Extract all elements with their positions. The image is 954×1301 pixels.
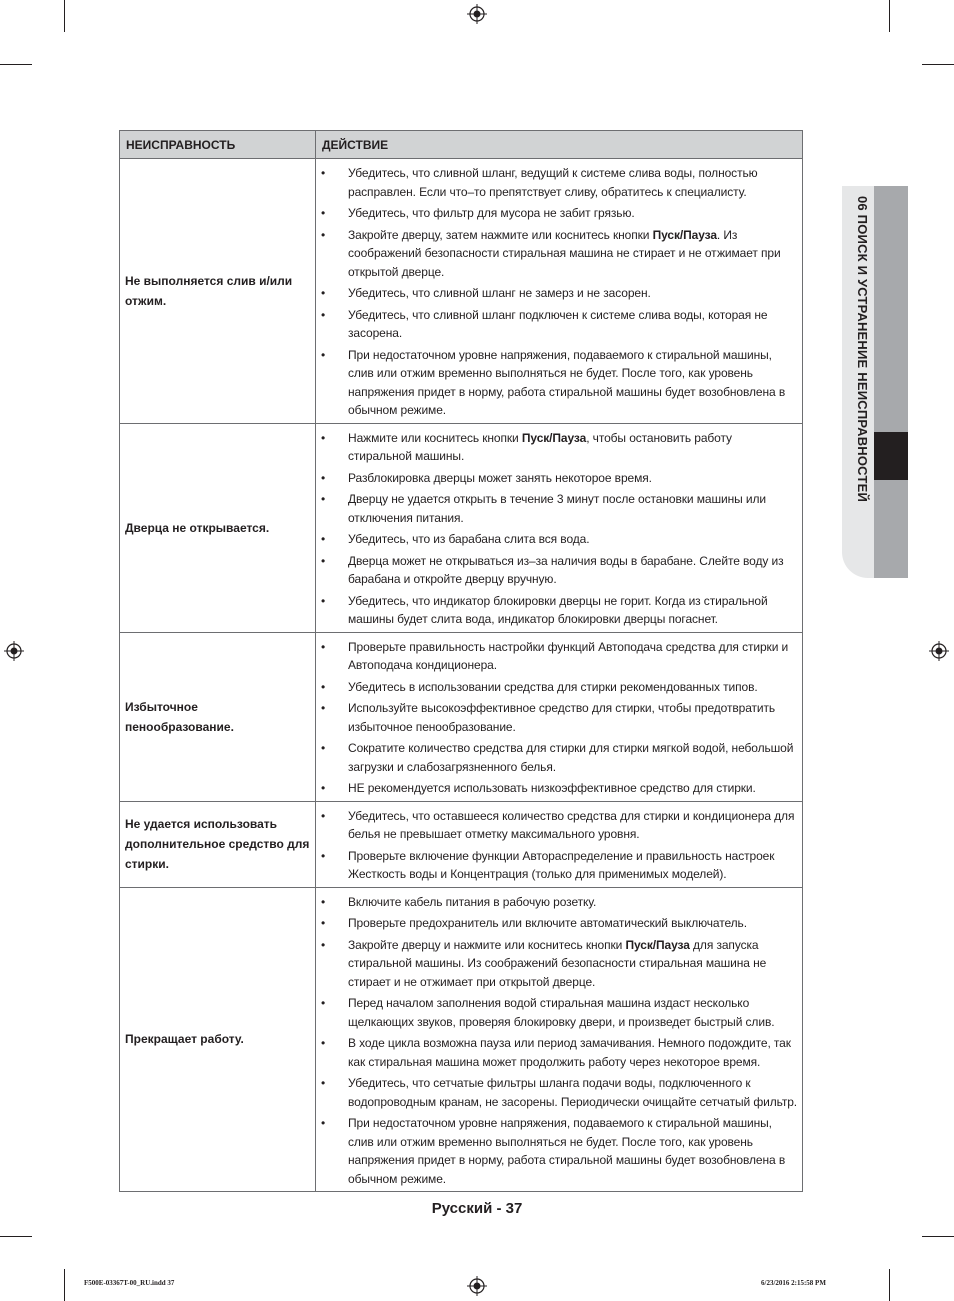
header-action: ДЕЙСТВИЕ xyxy=(316,131,803,159)
registration-mark-icon xyxy=(4,641,24,661)
chapter-tab-label: 06 ПОИСК И УСТРАНЕНИЕ НЕИСПРАВНОСТЕЙ xyxy=(855,196,870,503)
action-item xyxy=(316,592,798,629)
problem-cell: Прекращает работу. xyxy=(120,887,316,1192)
chapter-tab-strip xyxy=(874,186,908,578)
action-list xyxy=(316,164,798,420)
bullet-icon: • xyxy=(321,206,326,220)
bullet-icon: • xyxy=(321,307,326,322)
table-row xyxy=(120,423,803,632)
page-number: Русский - 37 xyxy=(431,1200,523,1217)
bullet-icon: • xyxy=(321,286,326,300)
action-text: Закройте дверцу, затем нажмите или коснитесь кнопки xyxy=(348,227,653,242)
action-item xyxy=(316,204,798,223)
action-item xyxy=(316,739,798,776)
action-item xyxy=(316,678,798,697)
crop-mark xyxy=(922,1236,954,1237)
action-text: НЕ рекомендуется использовать низкоэффективное средство для стирки. xyxy=(348,781,756,795)
action-text: . Из соображений безопасности стиральная машина не стирает и не отжимает при открытой дверце. xyxy=(348,227,781,279)
action-text: Убедитесь, что фильтр для мусора не забит грязью. xyxy=(348,206,635,220)
actions-cell xyxy=(316,423,803,632)
problem-cell: Дверца не открывается. xyxy=(120,423,316,632)
table-row xyxy=(120,632,803,801)
bullet-icon: • xyxy=(321,593,326,608)
table-row xyxy=(120,159,803,424)
bullet-icon: • xyxy=(321,492,326,506)
bullet-icon: • xyxy=(321,679,326,694)
action-text: Дверца может не открываться из–за наличия воды в барабане. Слейте воду из барабана и откройте дверцу вручную. xyxy=(348,553,784,586)
action-item xyxy=(316,1114,798,1188)
action-text: Перед началом заполнения водой стиральная машина издаст несколько щелкающих звуков, проверяя блокировку двери, и произведет быстрый слив. xyxy=(348,996,775,1029)
bullet-icon: • xyxy=(321,894,326,909)
action-text: Используйте высокоэффективное средство для стирки, чтобы предотвратить избыточное пенообразование. xyxy=(348,701,776,734)
action-text: Проверьте правильность настройки функций Автоподача средства для стирки и Автоподача кондиционера. xyxy=(348,639,789,672)
action-item xyxy=(316,994,798,1031)
button-name-text: Пуск/Пауза xyxy=(625,937,690,952)
button-name-text: Пуск/Пауза xyxy=(521,430,587,445)
problem-cell: Не удается использовать дополнительное средство для стирки. xyxy=(120,801,316,887)
action-text: Проверьте включение функции Автораспределение и правильность настроек Жесткость воды и Концентрация (только для применимых моделей). xyxy=(348,848,775,881)
action-text: , чтобы остановить работу стиральной машины. xyxy=(348,430,732,463)
bullet-icon: • xyxy=(321,996,326,1010)
bullet-icon: • xyxy=(321,916,326,930)
crop-mark xyxy=(0,1236,32,1237)
action-item xyxy=(316,847,798,884)
action-text: Нажмите или коснитесь кнопки xyxy=(348,430,522,445)
action-text: Убедитесь, что сетчатые фильтры шланга подачи воды, подключенного к водопроводным кранам, не засорены. Периодически очищайте сетчатый фильтр. xyxy=(348,1076,798,1109)
crop-mark xyxy=(64,1269,65,1301)
bullet-icon: • xyxy=(321,781,326,795)
action-item xyxy=(316,638,798,675)
button-name-text: Пуск/Пауза xyxy=(652,227,717,242)
action-text: Проверьте предохранитель или включите автоматический выключатель. xyxy=(348,916,747,930)
action-item xyxy=(316,429,798,466)
action-text: Убедитесь, что сливной шланг подключен к системе слива воды, которая не засорена. xyxy=(348,307,768,340)
bullet-icon: • xyxy=(321,532,326,546)
bullet-icon: • xyxy=(321,166,326,180)
bullet-icon: • xyxy=(321,1036,326,1050)
action-text: Убедитесь, что индикатор блокировки дверцы не горит. Когда из стиральной машины будет слита вода, индикатор блокировки дверцы погаснет. xyxy=(348,593,768,626)
table-row xyxy=(120,801,803,887)
bullet-icon: • xyxy=(321,227,326,242)
action-item xyxy=(316,936,798,992)
action-item xyxy=(316,284,798,303)
table-header-row xyxy=(120,131,803,159)
action-text: При недостаточном уровне напряжения, подаваемого к стиральной машины, слив или отжим временно выполняться не будет. После того, как уровень напряжения придет в норму, работа стиральной машины будет возобновлена в обычном режиме. xyxy=(348,1116,786,1186)
bullet-icon: • xyxy=(321,1076,326,1090)
action-item xyxy=(316,779,798,798)
action-item xyxy=(316,164,798,201)
action-text: для запуска стиральной машины. Из соображений безопасности стиральная машина не стирает и не отжимает при открытой дверце. xyxy=(348,937,767,989)
bullet-icon: • xyxy=(321,347,326,362)
action-item xyxy=(316,346,798,420)
bullet-icon: • xyxy=(321,639,326,654)
bullet-icon: • xyxy=(321,741,326,755)
action-text: Закройте дверцу и нажмите или коснитесь кнопки xyxy=(348,937,626,952)
action-text: Убедитесь, что сливной шланг не замерз и не засорен. xyxy=(348,286,651,300)
actions-cell xyxy=(316,801,803,887)
action-item xyxy=(316,490,798,527)
action-item xyxy=(316,1034,798,1071)
print-slug-date: 6/23/2016 2:15:58 PM xyxy=(761,1279,826,1287)
bullet-icon: • xyxy=(321,430,326,445)
action-text: Убедитесь в использовании средства для стирки рекомендованных типов. xyxy=(348,679,758,694)
crop-mark xyxy=(0,64,32,65)
action-list xyxy=(316,638,798,798)
bullet-icon: • xyxy=(321,701,326,715)
action-text: Включите кабель питания в рабочую розетку. xyxy=(348,894,597,909)
header-problem: НЕИСПРАВНОСТЬ xyxy=(120,131,316,159)
problem-cell: Избыточное пенообразование. xyxy=(120,632,316,801)
registration-mark-icon xyxy=(929,641,949,661)
actions-cell xyxy=(316,887,803,1192)
action-item xyxy=(316,914,798,933)
action-text: Убедитесь, что сливной шланг, ведущий к системе слива воды, полностью расправлен. Если что–то препятствует сливу, обратитесь к специалисту. xyxy=(348,166,758,199)
registration-mark-icon xyxy=(467,4,487,24)
action-item xyxy=(316,306,798,343)
crop-mark xyxy=(889,1269,890,1301)
actions-cell xyxy=(316,159,803,424)
action-list xyxy=(316,429,798,629)
action-text: Убедитесь, что оставшееся количество средства для стирки и кондиционера для белья не превышает отметку максимального уровня. xyxy=(348,808,795,841)
registration-mark-icon xyxy=(467,1276,487,1296)
crop-mark xyxy=(922,64,954,65)
action-item xyxy=(316,552,798,589)
crop-mark xyxy=(889,0,890,32)
action-item xyxy=(316,469,798,488)
problem-cell: Не выполняется слив и/или отжим. xyxy=(120,159,316,424)
bullet-icon: • xyxy=(321,848,326,863)
action-list xyxy=(316,893,798,1189)
action-list xyxy=(316,807,798,884)
table-row xyxy=(120,887,803,1192)
bullet-icon: • xyxy=(321,553,326,568)
action-item xyxy=(316,1074,798,1111)
action-item xyxy=(316,807,798,844)
print-slug-file: F500E-03367T-00_RU.indd 37 xyxy=(84,1279,175,1287)
actions-cell xyxy=(316,632,803,801)
action-text: Дверцу не удается открыть в течение 3 минут после остановки машины или отключения питания. xyxy=(348,492,766,525)
action-text: Разблокировка дверцы может занять некоторое время. xyxy=(348,470,652,485)
crop-mark xyxy=(64,0,65,32)
action-item xyxy=(316,530,798,549)
action-item xyxy=(316,893,798,912)
action-text: Сократите количество средства для стирки для стирки мягкой водой, небольшой загрузки и слабозагрязненного белья. xyxy=(348,741,794,774)
bullet-icon: • xyxy=(321,937,326,952)
chapter-tab-marker xyxy=(874,432,908,480)
troubleshooting-table xyxy=(119,130,803,1192)
action-item xyxy=(316,699,798,736)
action-text: При недостаточном уровне напряжения, подаваемого к стиральной машины, слив или отжим временно выполняться не будет. После того, как уровень напряжения придет в норму, работа стиральной машины будет возобновлена в обычном режиме. xyxy=(348,347,786,417)
action-item xyxy=(316,226,798,282)
action-text: В ходе цикла возможна пауза или период замачивания. Немного подождите, так как стиральная машина может продолжить работу через некоторое время. xyxy=(348,1036,791,1069)
bullet-icon: • xyxy=(321,470,326,485)
bullet-icon: • xyxy=(321,808,326,823)
bullet-icon: • xyxy=(321,1116,326,1130)
table-body xyxy=(120,159,803,1192)
action-text: Убедитесь, что из барабана слита вся вода. xyxy=(348,532,590,546)
